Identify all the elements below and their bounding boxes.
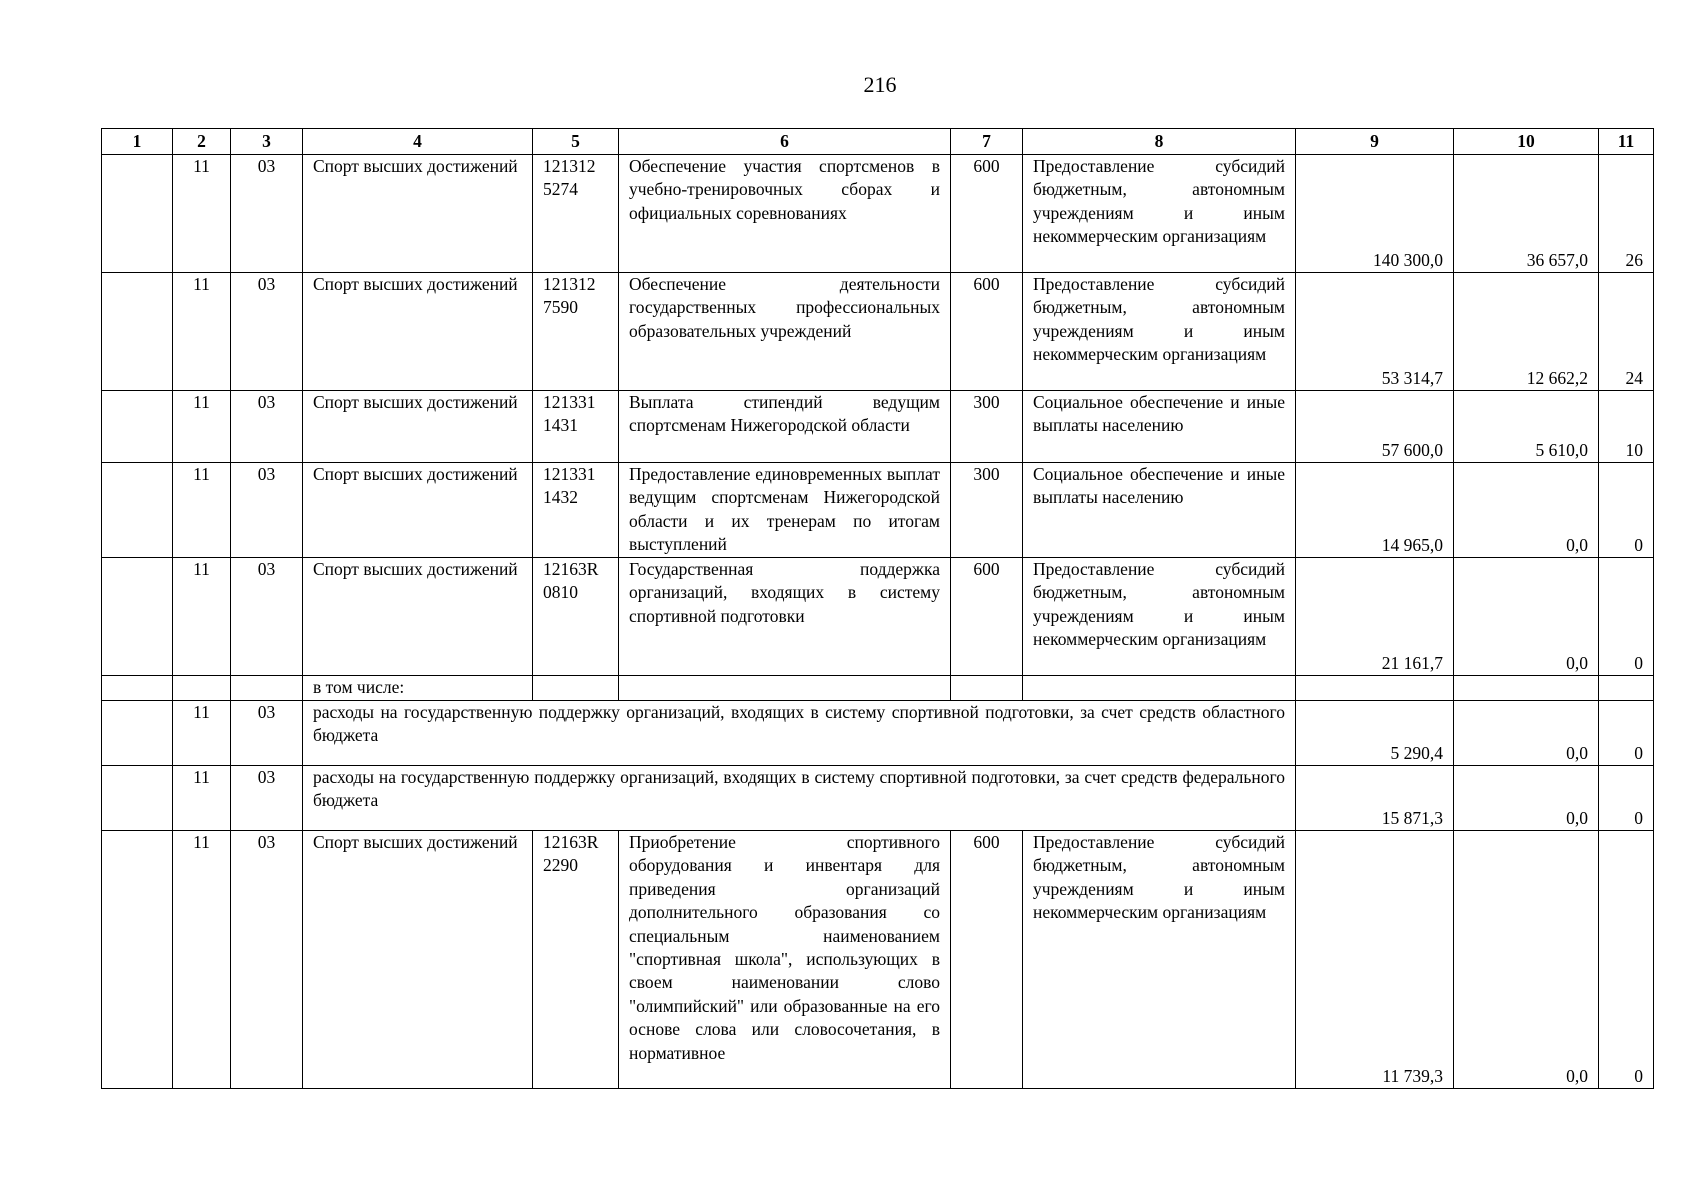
- code-cell: 121331 1432: [533, 463, 619, 558]
- empty-cell: [102, 831, 173, 1089]
- plan-cell: 15 871,3: [1296, 766, 1454, 831]
- column-header: 3: [231, 129, 303, 155]
- fact-cell: 12 662,2: [1454, 273, 1599, 391]
- subtotal-row: [102, 701, 1654, 766]
- subsection-cell: 03: [231, 766, 303, 831]
- empty-cell: [533, 676, 619, 701]
- name-cell: Спорт высших достижений: [303, 273, 533, 391]
- percent-cell: 0: [1599, 701, 1654, 766]
- subrow-text-cell: расходы на государственную поддержку организаций, входящих в систему спортивной подготовки, за счет средств областного бюджета: [303, 701, 1296, 766]
- section-cell: 11: [173, 701, 231, 766]
- fact-cell: 36 657,0: [1454, 155, 1599, 273]
- type-name-cell: Предоставление субсидий бюджетным, автономным учреждениям и иным некоммерческим организациям: [1023, 831, 1296, 1089]
- plan-cell: 21 161,7: [1296, 558, 1454, 676]
- code-cell: 12163R 2290: [533, 831, 619, 1089]
- type-code-cell: 300: [951, 463, 1023, 558]
- code-cell: 121312 5274: [533, 155, 619, 273]
- code-cell: 121312 7590: [533, 273, 619, 391]
- type-name-cell: Социальное обеспечение и иные выплаты населению: [1023, 463, 1296, 558]
- empty-cell: [102, 463, 173, 558]
- empty-cell: [173, 676, 231, 701]
- empty-cell: [102, 558, 173, 676]
- type-code-cell: 600: [951, 558, 1023, 676]
- empty-cell: [102, 766, 173, 831]
- table-row: [102, 463, 1654, 558]
- section-cell: 11: [173, 766, 231, 831]
- purpose-cell: Обеспечение деятельности государственных профессиональных образовательных учреждений: [619, 273, 951, 391]
- percent-cell: 26: [1599, 155, 1654, 273]
- fact-cell: 0,0: [1454, 558, 1599, 676]
- purpose-cell: Предоставление единовременных выплат ведущим спортсменам Нижегородской области и их тренерам по итогам выступлений: [619, 463, 951, 558]
- type-code-cell: 600: [951, 273, 1023, 391]
- page-number: 216: [863, 72, 897, 97]
- type-name-cell: Предоставление субсидий бюджетным, автономным учреждениям и иным некоммерческим организациям: [1023, 273, 1296, 391]
- percent-cell: 10: [1599, 391, 1654, 463]
- empty-cell: [1454, 676, 1599, 701]
- purpose-cell: Обеспечение участия спортсменов в учебно-тренировочных сборах и официальных соревнованиях: [619, 155, 951, 273]
- empty-cell: [1599, 676, 1654, 701]
- purpose-cell: Государственная поддержка организаций, входящих в систему спортивной подготовки: [619, 558, 951, 676]
- fact-cell: 5 610,0: [1454, 391, 1599, 463]
- plan-cell: 11 739,3: [1296, 831, 1454, 1089]
- fact-cell: 0,0: [1454, 766, 1599, 831]
- table-row: [102, 831, 1654, 1089]
- column-header: 7: [951, 129, 1023, 155]
- table-header-row: [102, 129, 1654, 155]
- name-cell: Спорт высших достижений: [303, 391, 533, 463]
- name-cell: Спорт высших достижений: [303, 558, 533, 676]
- table-row: [102, 273, 1654, 391]
- type-code-cell: 300: [951, 391, 1023, 463]
- empty-cell: [102, 391, 173, 463]
- section-cell: 11: [173, 831, 231, 1089]
- plan-cell: 140 300,0: [1296, 155, 1454, 273]
- plan-cell: 57 600,0: [1296, 391, 1454, 463]
- percent-cell: 0: [1599, 558, 1654, 676]
- subrow-text-cell: расходы на государственную поддержку организаций, входящих в систему спортивной подготовки, за счет средств федерального бюджета: [303, 766, 1296, 831]
- column-header: 6: [619, 129, 951, 155]
- type-code-cell: 600: [951, 831, 1023, 1089]
- subsection-cell: 03: [231, 831, 303, 1089]
- budget-table: [101, 128, 1654, 1089]
- type-name-cell: Предоставление субсидий бюджетным, автономным учреждениям и иным некоммерческим организациям: [1023, 155, 1296, 273]
- subtotal-row: [102, 766, 1654, 831]
- empty-cell: [231, 676, 303, 701]
- table-row: [102, 558, 1654, 676]
- column-header: 9: [1296, 129, 1454, 155]
- subsection-cell: 03: [231, 155, 303, 273]
- column-header: 4: [303, 129, 533, 155]
- type-name-cell: Предоставление субсидий бюджетным, автономным учреждениям и иным некоммерческим организациям: [1023, 558, 1296, 676]
- percent-cell: 0: [1599, 463, 1654, 558]
- fact-cell: 0,0: [1454, 701, 1599, 766]
- column-header: 10: [1454, 129, 1599, 155]
- section-cell: 11: [173, 558, 231, 676]
- percent-cell: 0: [1599, 766, 1654, 831]
- table-row: [102, 155, 1654, 273]
- column-header: 11: [1599, 129, 1654, 155]
- note-cell: в том числе:: [303, 676, 533, 701]
- table-row: [102, 391, 1654, 463]
- empty-cell: [102, 701, 173, 766]
- percent-cell: 24: [1599, 273, 1654, 391]
- plan-cell: 5 290,4: [1296, 701, 1454, 766]
- plan-cell: 53 314,7: [1296, 273, 1454, 391]
- section-cell: 11: [173, 463, 231, 558]
- empty-cell: [1023, 676, 1296, 701]
- fact-cell: 0,0: [1454, 831, 1599, 1089]
- percent-cell: 0: [1599, 831, 1654, 1089]
- column-header: 1: [102, 129, 173, 155]
- empty-cell: [1296, 676, 1454, 701]
- empty-cell: [102, 273, 173, 391]
- subsection-cell: 03: [231, 391, 303, 463]
- subsection-cell: 03: [231, 701, 303, 766]
- empty-cell: [619, 676, 951, 701]
- name-cell: Спорт высших достижений: [303, 463, 533, 558]
- code-cell: 12163R 0810: [533, 558, 619, 676]
- plan-cell: 14 965,0: [1296, 463, 1454, 558]
- empty-cell: [102, 676, 173, 701]
- fact-cell: 0,0: [1454, 463, 1599, 558]
- empty-cell: [102, 155, 173, 273]
- name-cell: Спорт высших достижений: [303, 831, 533, 1089]
- purpose-text: Приобретение спортивного оборудования и инвентаря для приведения организаций дополнительного образования со специальным наименованием "спортивная школа", использующих в своем наименовании слово "олимпийский" или образованные на его основе слова или словосочетания, в нормативное: [629, 832, 940, 1063]
- note-row: [102, 676, 1654, 701]
- column-header: 2: [173, 129, 231, 155]
- section-cell: 11: [173, 155, 231, 273]
- column-header: 5: [533, 129, 619, 155]
- name-cell: Спорт высших достижений: [303, 155, 533, 273]
- type-code-cell: 600: [951, 155, 1023, 273]
- type-name-cell: Социальное обеспечение и иные выплаты населению: [1023, 391, 1296, 463]
- subsection-cell: 03: [231, 558, 303, 676]
- section-cell: 11: [173, 273, 231, 391]
- empty-cell: [951, 676, 1023, 701]
- code-cell: 121331 1431: [533, 391, 619, 463]
- purpose-cell: Выплата стипендий ведущим спортсменам Нижегородской области: [619, 391, 951, 463]
- subsection-cell: 03: [231, 463, 303, 558]
- purpose-cell: [619, 831, 951, 1089]
- column-header: 8: [1023, 129, 1296, 155]
- section-cell: 11: [173, 391, 231, 463]
- subsection-cell: 03: [231, 273, 303, 391]
